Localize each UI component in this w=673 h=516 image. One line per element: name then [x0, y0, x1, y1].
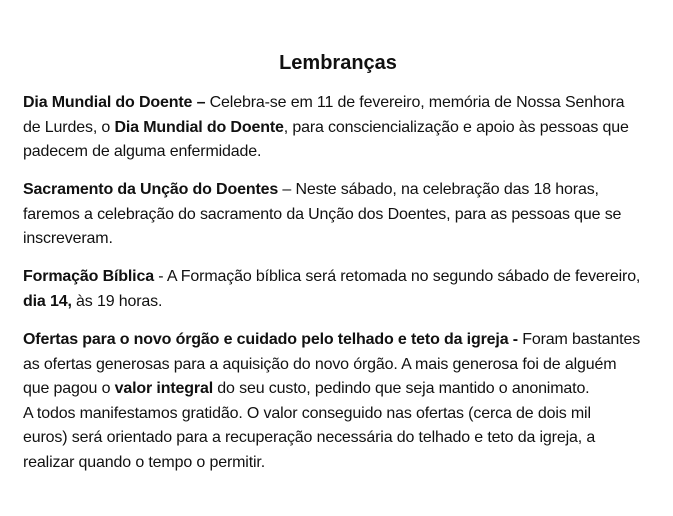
paragraph-dia-mundial-do-doente [23, 91, 653, 165]
paragraph-text: Celebra-se em 11 de fevereiro, memória de Nossa Senhora [205, 94, 625, 111]
line [23, 91, 653, 116]
paragraph-text: euros) será orientado para a recuperação necessária do telhado e teto da igreja, a [23, 429, 596, 446]
paragraph-heading: Sacramento da Unção do Doentes [23, 181, 279, 198]
paragraph-text: do seu custo, pedindo que seja mantido o anonimato. [213, 380, 590, 397]
emphasis-text: dia 14, [23, 292, 72, 310]
paragraph-text: que pagou o [23, 380, 115, 397]
paragraph-text: às 19 horas. [71, 292, 163, 310]
page-title: Lembranças [279, 52, 397, 74]
line [23, 265, 653, 290]
paragraph-uncao-dos-doentes [23, 178, 653, 252]
line [23, 451, 653, 476]
line [23, 402, 653, 427]
paragraph-text: faremos a celebração do sacramento da Unção dos Doentes, para as pessoas que se [23, 205, 622, 223]
paragraph-text: as ofertas generosas para a aquisição do novo órgão. A mais generosa foi de alguém [23, 355, 617, 373]
paragraph-text: - A Formação bíblica será retomada no segundo sábado de fevereiro, [153, 268, 641, 285]
paragraph-heading: Ofertas para o novo órgão e cuidado pelo telhado e teto da igreja - [23, 331, 518, 348]
emphasis-text: valor integral [114, 380, 214, 397]
paragraph-text: Foram bastantes [517, 331, 641, 348]
line [23, 328, 653, 353]
paragraph-text: A todos manifestamos gratidão. O valor conseguido nas ofertas (cerca de dois mil [23, 404, 591, 422]
line [23, 377, 653, 402]
paragraph-formacao-biblica [23, 265, 653, 314]
line [23, 203, 653, 228]
line [23, 140, 653, 165]
paragraph-text: inscreveram. [23, 230, 113, 247]
line [23, 426, 653, 451]
paragraph-ofertas [23, 328, 653, 475]
paragraph-text: – Neste sábado, na celebração das 18 horas, [278, 181, 599, 198]
paragraph-text: realizar quando o tempo o permitir. [23, 453, 265, 471]
paragraph-text: de Lurdes, o [23, 118, 115, 136]
emphasis-text: Dia Mundial do Doente [114, 118, 284, 136]
paragraph-heading: Formação Bíblica [23, 268, 154, 285]
line [23, 116, 653, 141]
line [23, 178, 653, 203]
paragraph-heading: Dia Mundial do Doente – [23, 94, 206, 111]
line [23, 290, 653, 315]
line [23, 353, 653, 378]
line [23, 227, 653, 252]
paragraph-text: , para consciencialização e apoio às pessoas que [283, 118, 629, 136]
paragraph-text: padecem de alguma enfermidade. [23, 143, 262, 160]
